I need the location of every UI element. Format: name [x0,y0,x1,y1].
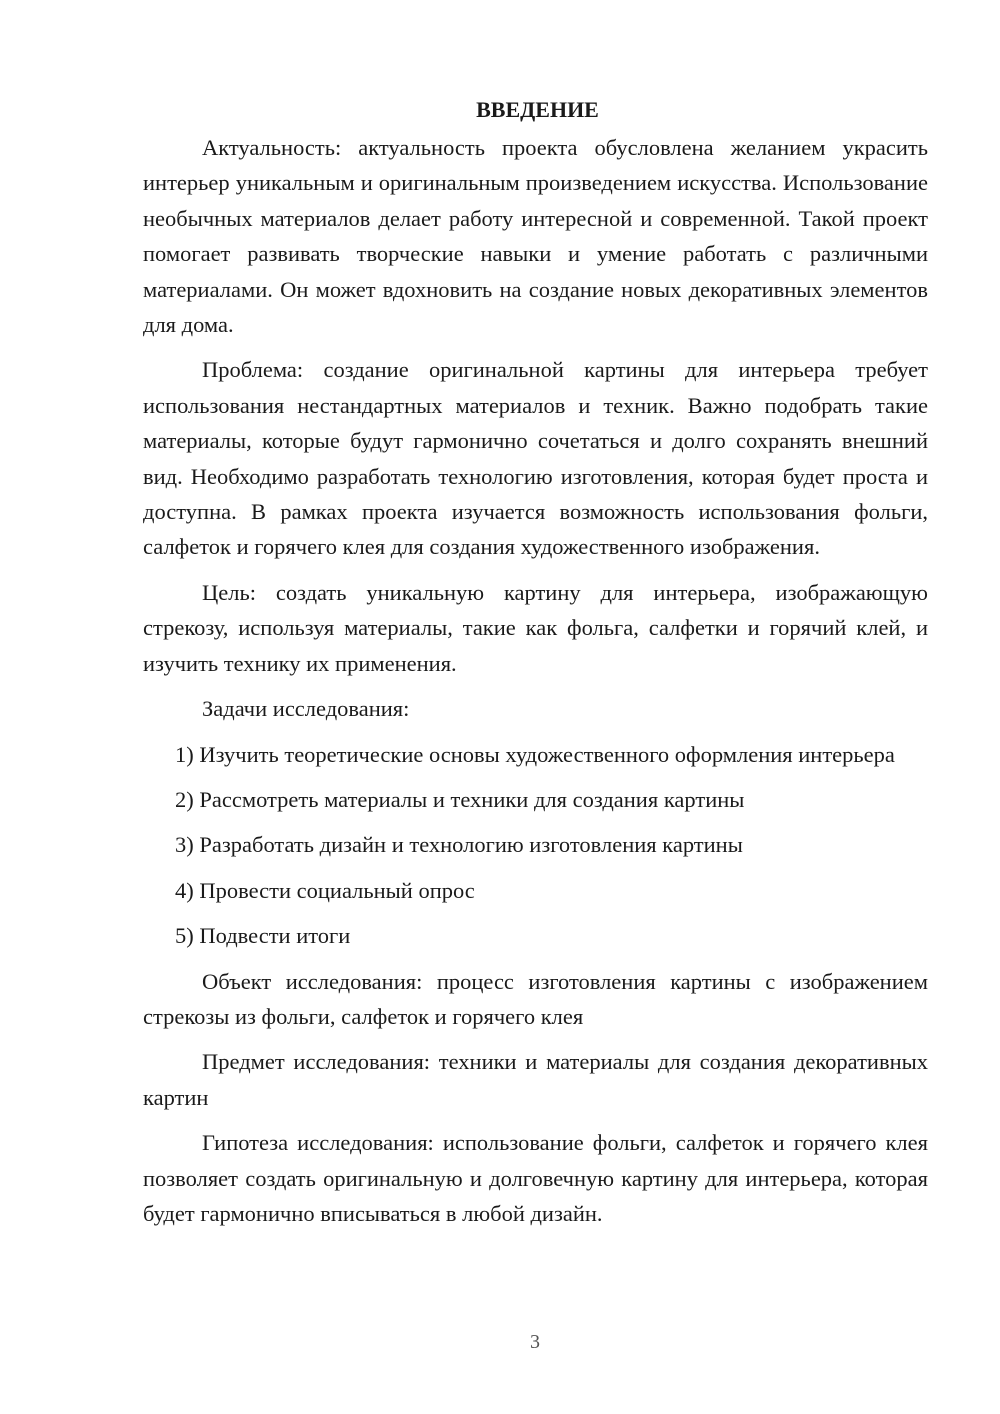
hypothesis-paragraph: Гипотеза исследования: использование фольги, салфеток и горячего клея позволяет создать оригинальную и долговечную картину для интерьера, которая будет гармонично вписываться в любой дизайн. [143,1130,928,1226]
subject-paragraph: Предмет исследования: техники и материалы для создания декоративных картин [143,1049,928,1110]
goal-paragraph: Цель: создать уникальную картину для интерьера, изображающую стрекозу, используя материалы, такие как фольга, салфетки и горячий клей, и изучить технику их применения. [143,579,928,676]
task-item-5: 5) Подвести итоги [175,923,351,949]
task-item-3: 3) Разработать дизайн и технологию изготовления картины [175,832,743,858]
relevance-paragraph: Актуальность: актуальность проекта обусловлена желанием украсить интерьер уникальным и оригинальным произведением искусства. Использование необычных материалов делает работу интересной и современной. Такой проект помогает развивать творческие навыки и умение работать с различными материалами. Он может вдохновить на создание новых декоративных элементов для дома. [143,135,928,338]
task-item-2: 2) Рассмотреть материалы и техники для создания картины [175,786,745,812]
task-item-4: 4) Провести социальный опрос [175,877,475,903]
tasks-heading: Задачи исследования: [202,696,410,722]
document-page [143,92,928,1231]
page-number: 3 [530,1331,540,1353]
task-item-1: 1) Изучить теоретические основы художественного оформления интерьера [175,741,895,767]
page-title: ВВЕДЕНИЕ [476,97,599,122]
problem-paragraph: Проблема: создание оригинальной картины для интерьера требует использования нестандартных материалов и техник. Важно подобрать такие материалы, которые будут гармонично сочетаться и долго сохранять внешний вид. Необходимо разработать технологию изготовления, которая будет проста и доступна. В рамках проекта изучается возможность использования фольги, салфеток и горячего клея для создания художественного изображения. [143,357,928,560]
object-paragraph: Объект исследования: процесс изготовления картины с изображением стрекозы из фольги, салфеток и горячего клея [143,968,928,1029]
